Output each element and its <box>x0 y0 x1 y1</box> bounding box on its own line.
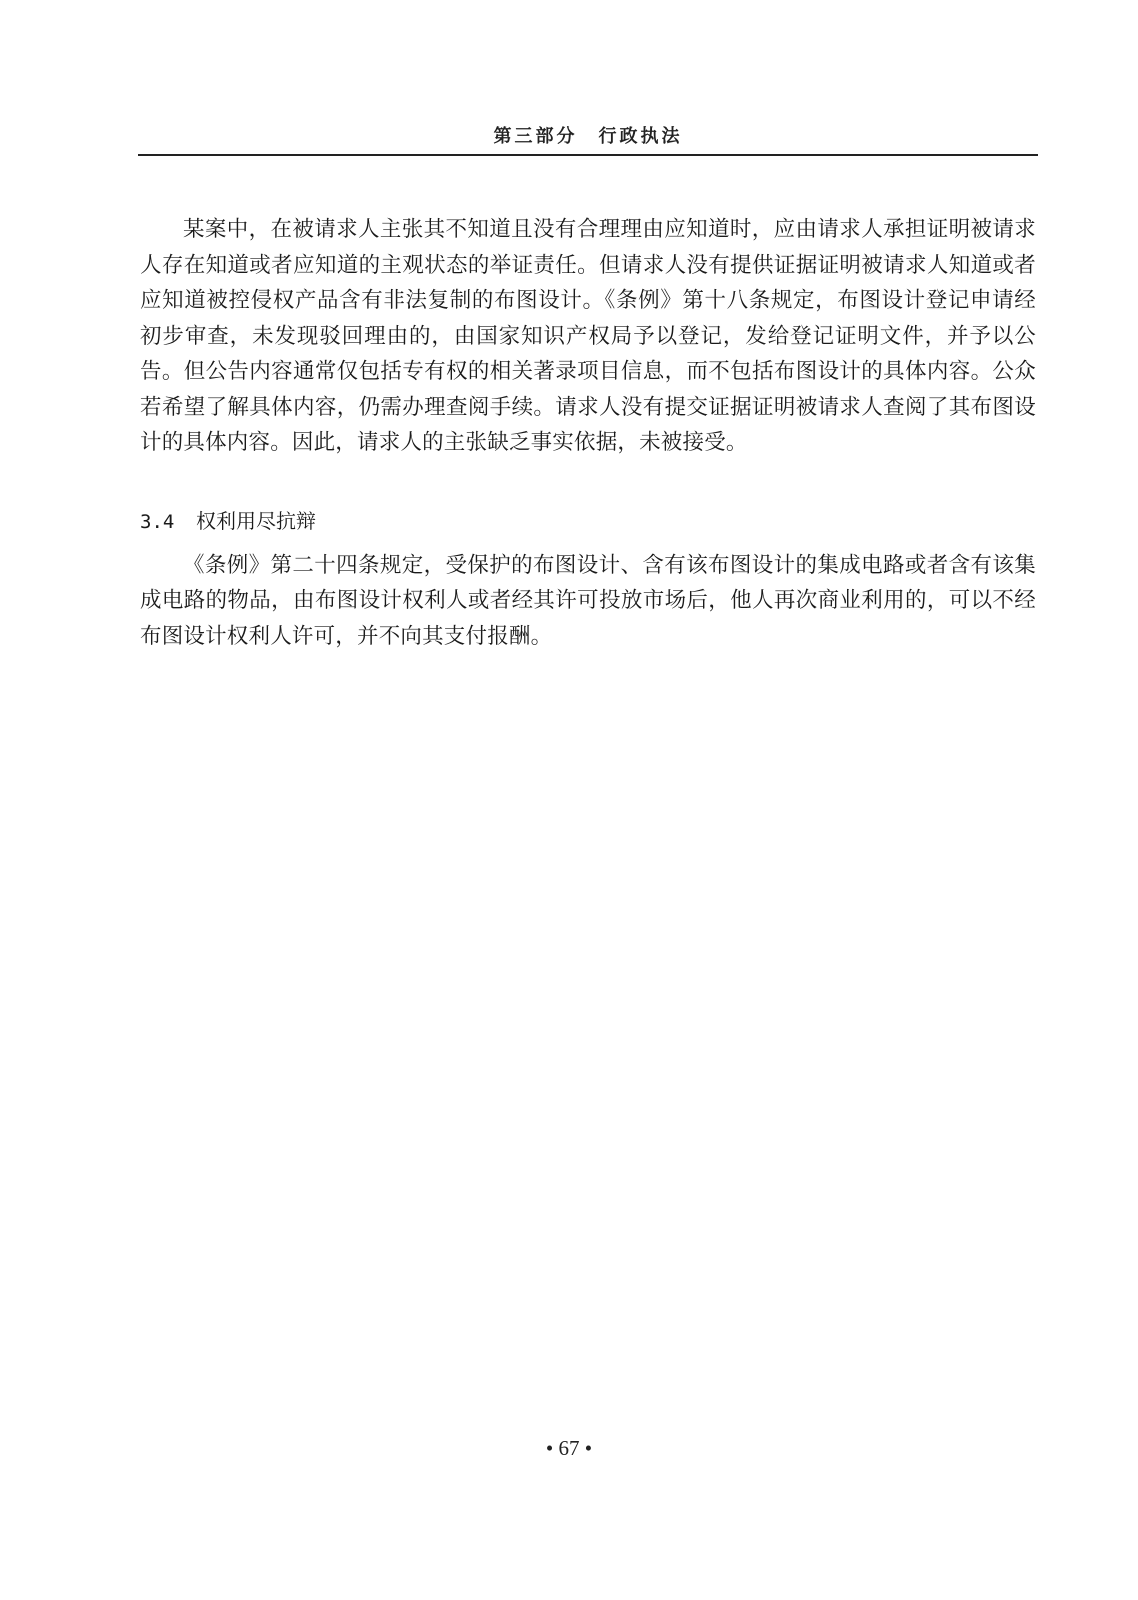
body-paragraph: 某案中，在被请求人主张其不知道且没有合理理由应知道时，应由请求人承担证明被请求人存在知道或者应知道的主观状态的举证责任。但请求人没有提供证据证明被请求人知道或者应知道被控侵权产品含有非法复制的布图设计。《条例》第十八条规定，布图设计登记申请经初步审查，未发现驳回理由的，由国家知识产权局予以登记，发给登记证明文件，并予以公告。但公告内容通常仅包括专有权的相关著录项目信息，而不包括布图设计的具体内容。公众若希望了解具体内容，仍需办理查阅手续。请求人没有提交证据证明被请求人查阅了其布图设计的具体内容。因此，请求人的主张缺乏事实依据，未被接受。 <box>140 217 1036 455</box>
section-number: 3.4 <box>140 510 175 533</box>
page-body <box>140 212 1036 654</box>
body-paragraph: 《条例》第二十四条规定，受保护的布图设计、含有该布图设计的集成电路或者含有该集成电路的物品，由布图设计权利人或者经其许可投放市场后，他人再次商业利用的，可以不经布图设计权利人许可，并不向其支付报酬。 <box>140 552 1036 649</box>
page-number: • 67 • <box>545 1436 593 1460</box>
section-heading <box>140 507 1036 536</box>
running-header: 第三部分 行政执法 <box>493 126 683 147</box>
header-divider <box>138 154 1038 156</box>
section-title: 权利用尽抗辩 <box>196 508 316 533</box>
